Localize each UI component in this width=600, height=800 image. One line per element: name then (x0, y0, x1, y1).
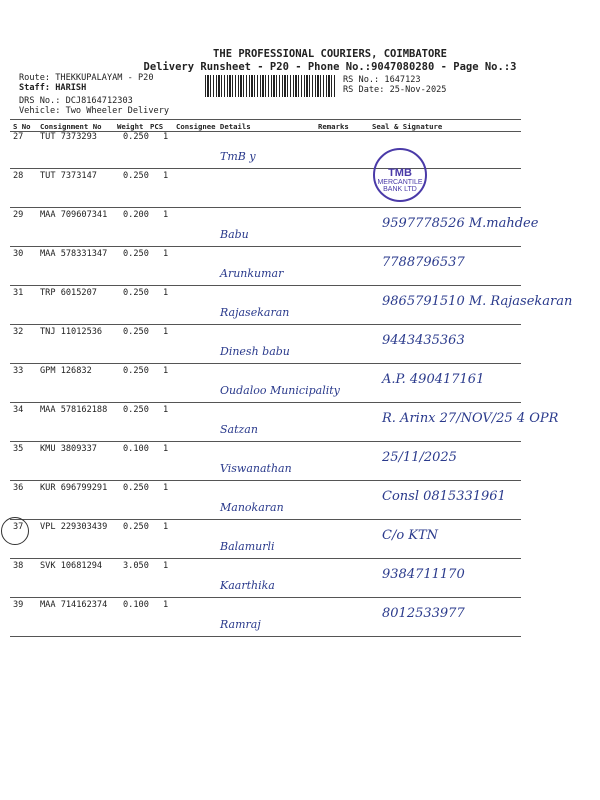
consignment-number: VPL 229303439 (40, 522, 108, 532)
receiver-signature: A.P. 490417161 (382, 372, 485, 387)
receiver-signature: 9443435363 (382, 333, 465, 348)
consignment-number: GPM 126832 (40, 366, 92, 376)
serial-number: 28 (13, 171, 24, 181)
pieces-count: 1 (163, 171, 169, 181)
weight-value: 0.100 (123, 600, 149, 610)
receiver-signature: 25/11/2025 (382, 450, 457, 465)
receiver-signature: C/o KTN (382, 528, 439, 543)
receiver-signature: 8012533977 (382, 606, 465, 621)
runsheet-meta-right (343, 75, 446, 95)
consignee-name-handwritten: Satzan (220, 423, 258, 436)
receiver-signature: Consl 0815331961 (382, 489, 506, 504)
serial-number: 27 (13, 132, 24, 142)
serial-number: 39 (13, 600, 24, 610)
table-row (10, 403, 559, 442)
consignee-name-handwritten: Oudaloo Municipality (220, 384, 340, 397)
pieces-count: 1 (163, 522, 169, 532)
col-header-pcs: PCS (150, 122, 164, 131)
pieces-count: 1 (163, 600, 169, 610)
table-row (10, 559, 521, 598)
consignee-name-handwritten: Kaarthika (220, 579, 275, 592)
weight-value: 0.200 (123, 210, 149, 220)
weight-value: 3.050 (123, 561, 149, 571)
table-row (10, 208, 539, 247)
table-row (10, 481, 521, 520)
serial-number: 30 (13, 249, 24, 259)
consignment-number: TUT 7373293 (40, 132, 97, 142)
weight-value: 0.250 (123, 405, 149, 415)
vehicle-text: Vehicle: Two Wheeler Delivery (19, 106, 170, 116)
weight-value: 0.250 (123, 483, 149, 493)
serial-number: 29 (13, 210, 24, 220)
runsheet-meta-left (19, 73, 169, 116)
serial-number: 36 (13, 483, 24, 493)
pieces-count: 1 (163, 249, 169, 259)
serial-number: 33 (13, 366, 24, 376)
pieces-count: 1 (163, 327, 169, 337)
col-header-remarks: Remarks (318, 122, 349, 131)
serial-number: 37 (13, 522, 24, 532)
table-row (10, 286, 573, 325)
consignee-name-handwritten: Manokaran (220, 501, 284, 514)
pieces-count: 1 (163, 210, 169, 220)
rs-no-text: RS No.: 1647123 (343, 75, 421, 85)
table-row (10, 364, 521, 403)
consignee-name-handwritten: Babu (220, 228, 249, 241)
receiver-signature: R. Arinx 27/NOV/25 4 OPR (382, 411, 559, 426)
consignment-number: KMU 3809337 (40, 444, 97, 454)
receiver-signature: 7788796537 (382, 255, 465, 270)
receiver-signature: 9384711170 (382, 567, 465, 582)
table-row (10, 598, 521, 637)
rs-date-text: RS Date: 25-Nov-2025 (343, 85, 447, 95)
weight-value: 0.100 (123, 444, 149, 454)
col-header-sno: S No (13, 122, 31, 131)
consignee-name-handwritten: Viswanathan (220, 462, 292, 475)
weight-value: 0.250 (123, 249, 149, 259)
serial-number: 38 (13, 561, 24, 571)
table-row (10, 442, 521, 481)
consignment-number: SVK 10681294 (40, 561, 103, 571)
consignee-name-handwritten: Rajasekaran (220, 306, 290, 319)
pieces-count: 1 (163, 405, 169, 415)
table-top-border (10, 119, 521, 120)
row-divider (10, 636, 521, 637)
weight-value: 0.250 (123, 288, 149, 298)
table-row (10, 520, 521, 559)
document-title: THE PROFESSIONAL COURIERS, COIMBATORE (213, 48, 447, 60)
col-header-consignee: Consignee Details (176, 122, 251, 131)
consignment-number: TUT 7373147 (40, 171, 97, 181)
consignment-number: MAA 578162188 (40, 405, 108, 415)
serial-number: 32 (13, 327, 24, 337)
consignment-number: TNJ 11012536 (40, 327, 103, 337)
consignment-number: MAA 714162374 (40, 600, 108, 610)
pieces-count: 1 (163, 288, 169, 298)
serial-number: 35 (13, 444, 24, 454)
receiver-signature: 9597778526 M.mahdee (382, 216, 539, 231)
weight-value: 0.250 (123, 132, 149, 142)
table-row (10, 247, 521, 286)
consignment-number: TRP 6015207 (40, 288, 97, 298)
consignee-name-handwritten: Dinesh babu (220, 345, 290, 358)
staff-text: Staff: HARISH (19, 83, 87, 93)
barcode (205, 75, 337, 97)
table-row (10, 325, 521, 364)
pieces-count: 1 (163, 444, 169, 454)
consignment-number: KUR 696799291 (40, 483, 108, 493)
serial-number: 31 (13, 288, 24, 298)
consignment-number: MAA 578331347 (40, 249, 108, 259)
weight-value: 0.250 (123, 522, 149, 532)
weight-value: 0.250 (123, 171, 149, 181)
col-header-consignment: Consignment No (40, 122, 102, 131)
consignee-name-handwritten: Ramraj (220, 618, 261, 631)
drs-text: DRS No.: DCJ8164712303 (19, 96, 133, 106)
row-37-circle-mark (1, 517, 29, 545)
col-header-seal: Seal & Signature (372, 122, 443, 131)
consignee-name-handwritten: Arunkumar (220, 267, 284, 280)
document-subtitle: Delivery Runsheet - P20 - Phone No.:9047080280 - Page No.:3 (143, 61, 517, 73)
weight-value: 0.250 (123, 366, 149, 376)
table-row (10, 169, 521, 208)
col-header-weight: Weight (117, 122, 144, 131)
table-row (10, 130, 521, 169)
pieces-count: 1 (163, 366, 169, 376)
weight-value: 0.250 (123, 327, 149, 337)
consignee-name-handwritten: Balamurli (220, 540, 275, 553)
pieces-count: 1 (163, 561, 169, 571)
pieces-count: 1 (163, 132, 169, 142)
pieces-count: 1 (163, 483, 169, 493)
route-text: Route: THEKKUPALAYAM - P20 (19, 73, 154, 83)
consignment-number: MAA 709607341 (40, 210, 108, 220)
consignee-name-handwritten: TmB y (220, 150, 256, 163)
bank-seal-stamp: TMB MERCANTILE BANK LTD (373, 148, 427, 202)
receiver-signature: 9865791510 M. Rajasekaran (382, 294, 573, 309)
serial-number: 34 (13, 405, 24, 415)
